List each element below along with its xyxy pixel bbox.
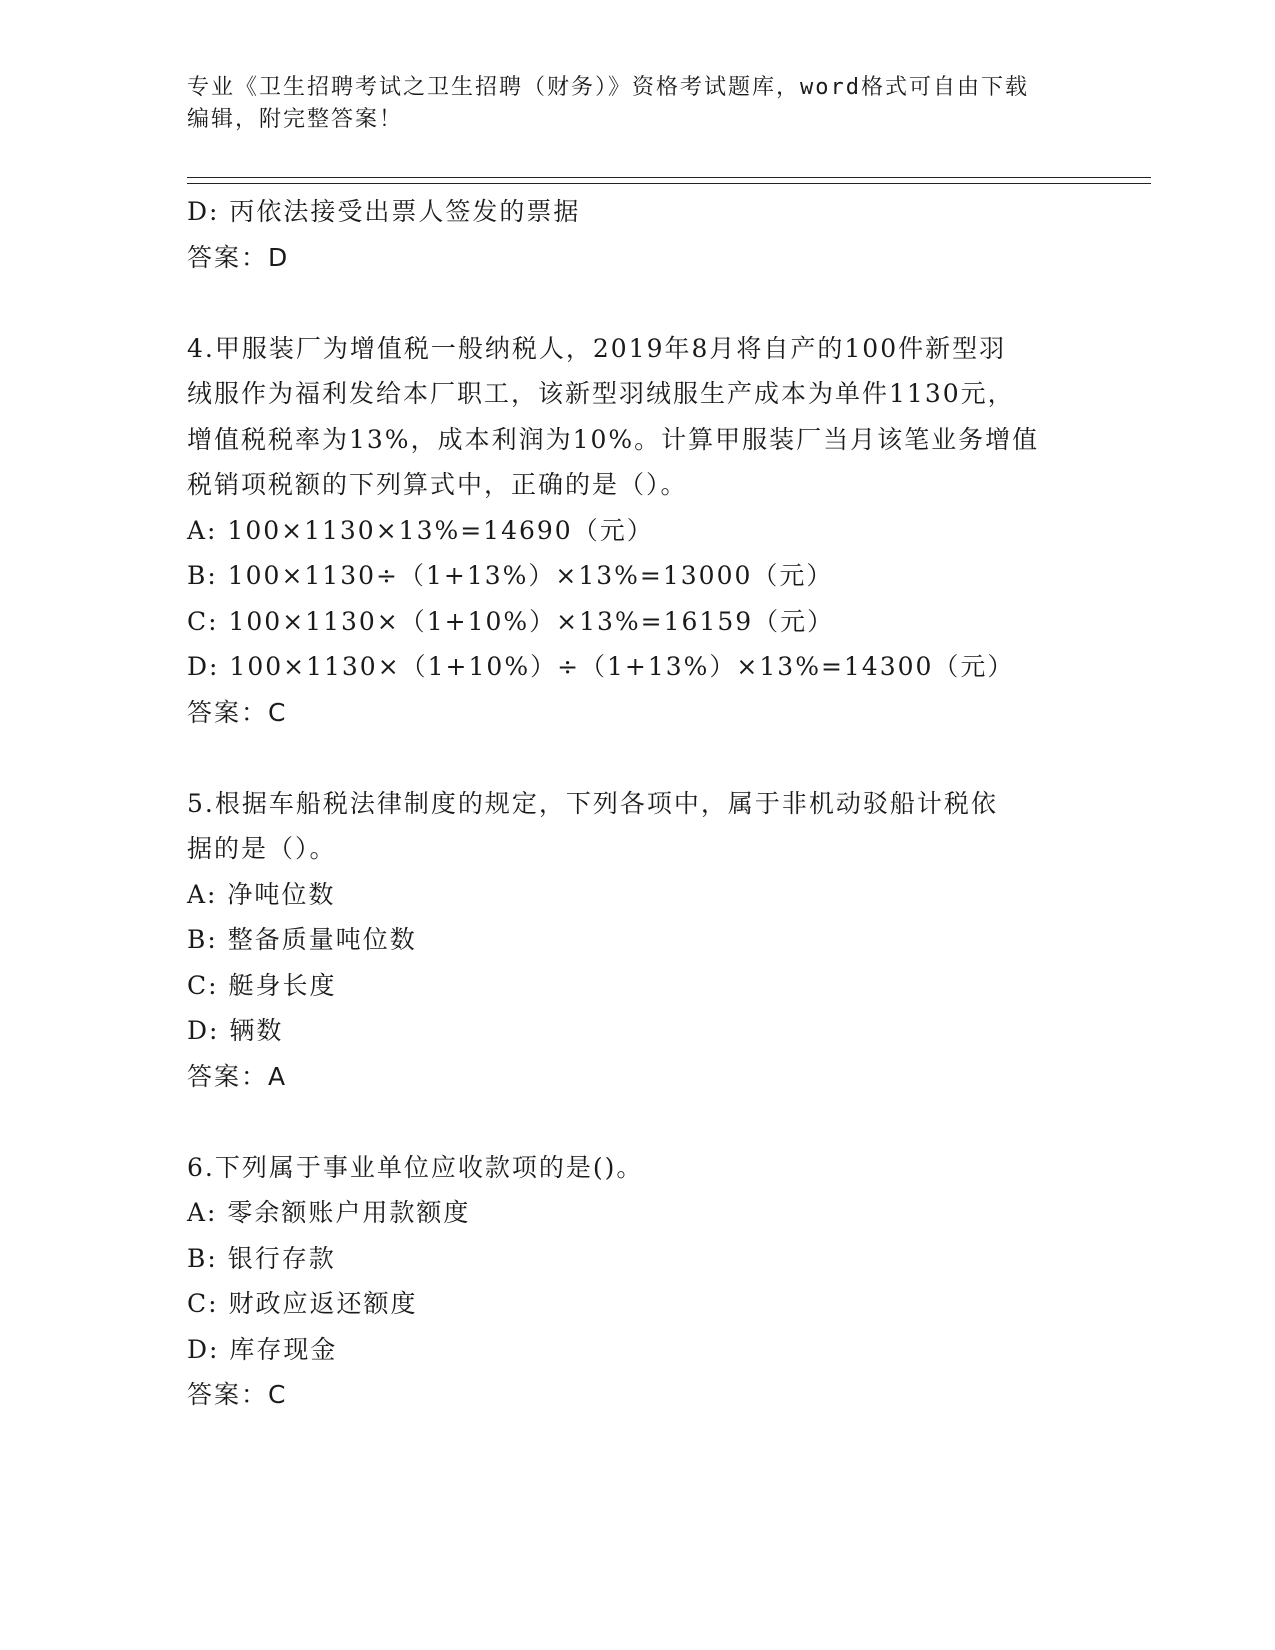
question-5-option-b: B: 整备质量吨位数	[187, 925, 417, 954]
question-4-stem-line: 增值税税率为13%，成本利润为10%。计算甲服装厂当月该笔业务增值	[187, 424, 1040, 454]
question-6	[187, 1145, 1107, 1418]
question-4	[187, 326, 1107, 736]
header-line-1: 专业《卫生招聘考试之卫生招聘（财务）》资格考试题库，word格式可自由下载	[187, 75, 1029, 100]
question-5-option-a: A: 净吨位数	[187, 879, 336, 909]
header-rule-top	[187, 177, 1151, 178]
question-5-answer: 答案：A	[187, 1061, 288, 1091]
question-4-option-a: A: 100×1130×13%=14690（元）	[187, 515, 654, 545]
question-4-option-d: D: 100×1130×（1+10%）÷（1+13%）×13%=14300（元）	[187, 652, 1015, 681]
question-6-stem-line: 6.下列属于事业单位应收款项的是()。	[187, 1152, 644, 1182]
question-5-option-d: D: 辆数	[187, 1016, 284, 1045]
question-6-option-c: C: 财政应返还额度	[187, 1289, 418, 1318]
document-header	[187, 72, 1087, 136]
spacer	[187, 1099, 1107, 1145]
header-rule-bottom	[187, 183, 1151, 184]
question-4-answer: 答案：C	[187, 697, 288, 727]
question-4-option-c: C: 100×1130×（1+10%）×13%=16159（元）	[187, 606, 835, 636]
prev-option-d: D: 丙依法接受出票人签发的票据	[187, 197, 581, 226]
question-6-answer: 答案：C	[187, 1380, 288, 1409]
question-6-option-b: B: 银行存款	[187, 1243, 336, 1273]
question-4-stem-line: 税销项税额的下列算式中，正确的是（）。	[187, 470, 688, 499]
question-5-option-c: C: 艇身长度	[187, 970, 337, 1000]
question-5-stem-line: 5.根据车船税法律制度的规定，下列各项中，属于非机动驳船计税依	[187, 788, 998, 818]
question-4-option-b: B: 100×1130÷（1+13%）×13%=13000（元）	[187, 561, 834, 590]
question-4-stem-line: 4.甲服装厂为增值税一般纳税人，2019年8月将自产的100件新型羽	[187, 333, 1007, 363]
question-6-option-a: A: 零余额账户用款额度	[187, 1198, 471, 1227]
spacer	[187, 735, 1107, 781]
question-5-stem-line: 据的是（）。	[187, 834, 337, 863]
header-line-2: 编辑，附完整答案！	[187, 107, 404, 132]
question-5	[187, 781, 1107, 1100]
question-4-stem-line: 绒服作为福利发给本厂职工，该新型羽绒服生产成本为单件1130元，	[187, 379, 1015, 408]
document-body	[187, 189, 1107, 1418]
question-6-option-d: D: 库存现金	[187, 1334, 338, 1364]
prev-answer: 答案：D	[187, 242, 290, 272]
spacer	[187, 280, 1107, 326]
